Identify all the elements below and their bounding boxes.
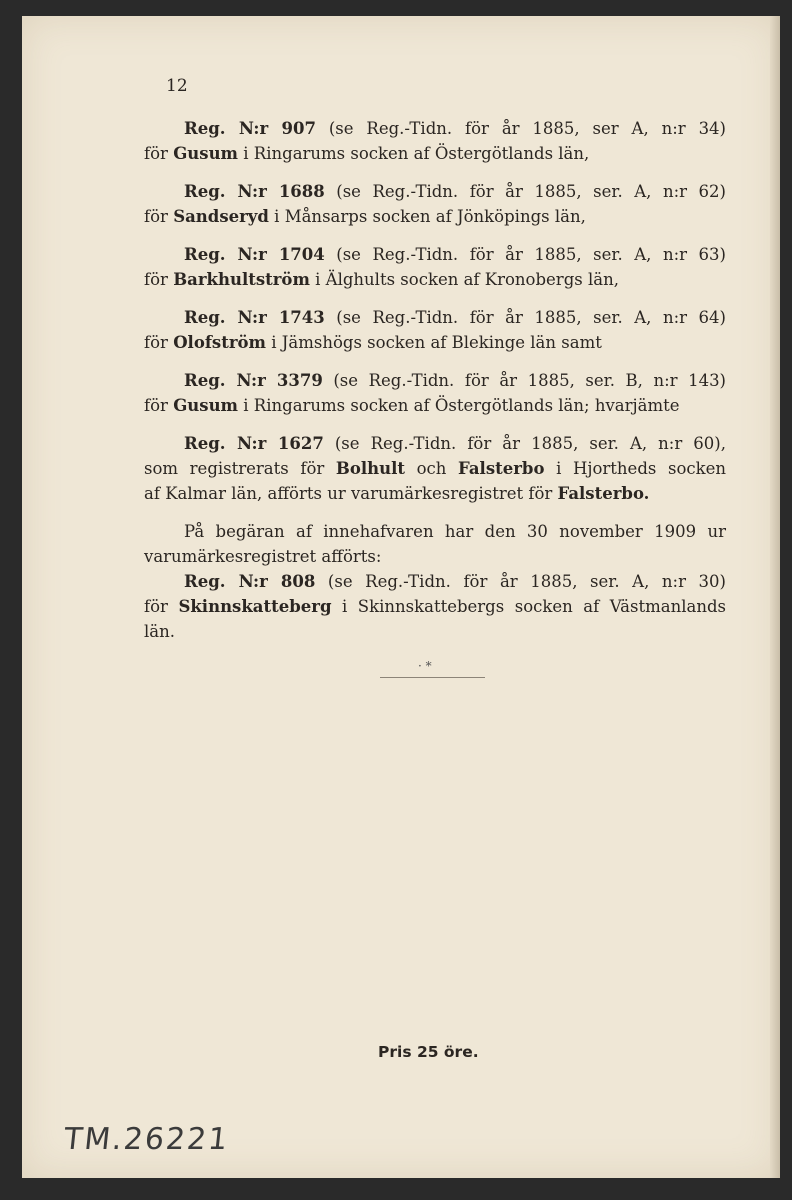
entry-line: [144, 544, 726, 569]
text-run: för: [144, 207, 174, 226]
bold-text: Reg. N:r 1743: [184, 308, 325, 327]
text-run: för: [144, 333, 174, 352]
text-run: i Älghults socken af Kronobergs län,: [309, 270, 619, 289]
entry-line: [144, 116, 726, 141]
bold-text: Olofström: [173, 333, 266, 352]
text-run: i Ringarums socken af Östergötlands län; hvarjämte: [238, 396, 680, 415]
bold-text: Gusum: [173, 396, 239, 415]
register-entry: [144, 116, 726, 166]
entry-line: [144, 204, 726, 229]
page-number: 12: [166, 76, 188, 96]
register-entry: [144, 368, 726, 418]
text-run: (se Reg.-Tidn. för år 1885, ser. A, n:r 63): [324, 245, 726, 264]
entry-line: [144, 393, 726, 418]
entry-line: [144, 141, 726, 166]
entry-line: [144, 456, 726, 481]
entry-line: [144, 569, 726, 594]
text-run: (se Reg.-Tidn. för år 1885, ser. A, n:r 30): [315, 572, 726, 591]
register-entry: [144, 305, 726, 355]
text-run: (se Reg.-Tidn. för år 1885, ser. A, n:r 60),: [323, 434, 726, 453]
text-run: (se Reg.-Tidn. för år 1885, ser. B, n:r 143): [322, 371, 726, 390]
text-run: af Kalmar län, afförts ur varumärkesregistret för: [144, 484, 558, 503]
price-label: Pris 25 öre.: [378, 1043, 479, 1061]
divider-mark: · *: [418, 659, 432, 673]
bold-text: Sandseryd: [173, 207, 269, 226]
bold-text: Skinnskatteberg: [178, 597, 332, 616]
bold-text: Falsterbo: [458, 459, 545, 478]
section-divider: [380, 677, 485, 678]
bold-text: Reg. N:r 3379: [184, 371, 323, 390]
entry-line: [144, 305, 726, 330]
entry-line: [144, 519, 726, 544]
text-run: (se Reg.-Tidn. för år 1885, ser. A, n:r 64): [324, 308, 726, 327]
text-run: för: [144, 396, 174, 415]
entry-line: [144, 242, 726, 267]
text-run: (se Reg.-Tidn. för år 1885, ser A, n:r 34): [315, 119, 726, 138]
register-entry: [144, 519, 726, 569]
entry-line: [144, 330, 726, 355]
text-run: På begäran af innehafvaren har den 30 november 1909 ur: [184, 522, 726, 541]
text-run: (se Reg.-Tidn. för år 1885, ser. A, n:r 62): [324, 182, 726, 201]
bold-text: Reg. N:r 907: [184, 119, 316, 138]
register-entry: [144, 431, 726, 506]
bold-text: Falsterbo.: [557, 484, 650, 503]
register-entry: [144, 242, 726, 292]
bold-text: Reg. N:r 1704: [184, 245, 325, 264]
bold-text: Barkhultström: [173, 270, 310, 289]
bold-text: Bolhult: [335, 459, 405, 478]
text-run: som registrerats för: [144, 459, 336, 478]
entry-line: [144, 481, 726, 506]
handwritten-catalog-note: TM.26221: [62, 1122, 232, 1157]
entry-line: [144, 179, 726, 204]
entry-line: [144, 619, 726, 644]
entry-line: [144, 594, 726, 619]
text-run: för: [144, 270, 174, 289]
text-run: län.: [144, 622, 175, 641]
entry-line: [144, 267, 726, 292]
bold-text: Reg. N:r 808: [184, 572, 316, 591]
register-entry: [144, 569, 726, 644]
bold-text: Gusum: [173, 144, 239, 163]
text-run: och: [405, 459, 459, 478]
text-run: i Hjortheds socken: [544, 459, 727, 478]
text-run: för: [144, 144, 174, 163]
document-body: [144, 116, 726, 657]
entry-line: [144, 368, 726, 393]
text-run: i Ringarums socken af Östergötlands län,: [238, 144, 590, 163]
text-run: för: [144, 597, 179, 616]
entry-line: [144, 431, 726, 456]
text-run: varumärkesregistret afförts:: [144, 547, 382, 566]
text-run: i Skinnskattebergs socken af Västmanlands: [331, 597, 726, 616]
text-run: i Jämshögs socken af Blekinge län samt: [266, 333, 602, 352]
register-entry: [144, 179, 726, 229]
bold-text: Reg. N:r 1627: [184, 434, 324, 453]
bold-text: Reg. N:r 1688: [184, 182, 325, 201]
text-run: i Månsarps socken af Jönköpings län,: [268, 207, 586, 226]
page-edge: [770, 16, 780, 1178]
